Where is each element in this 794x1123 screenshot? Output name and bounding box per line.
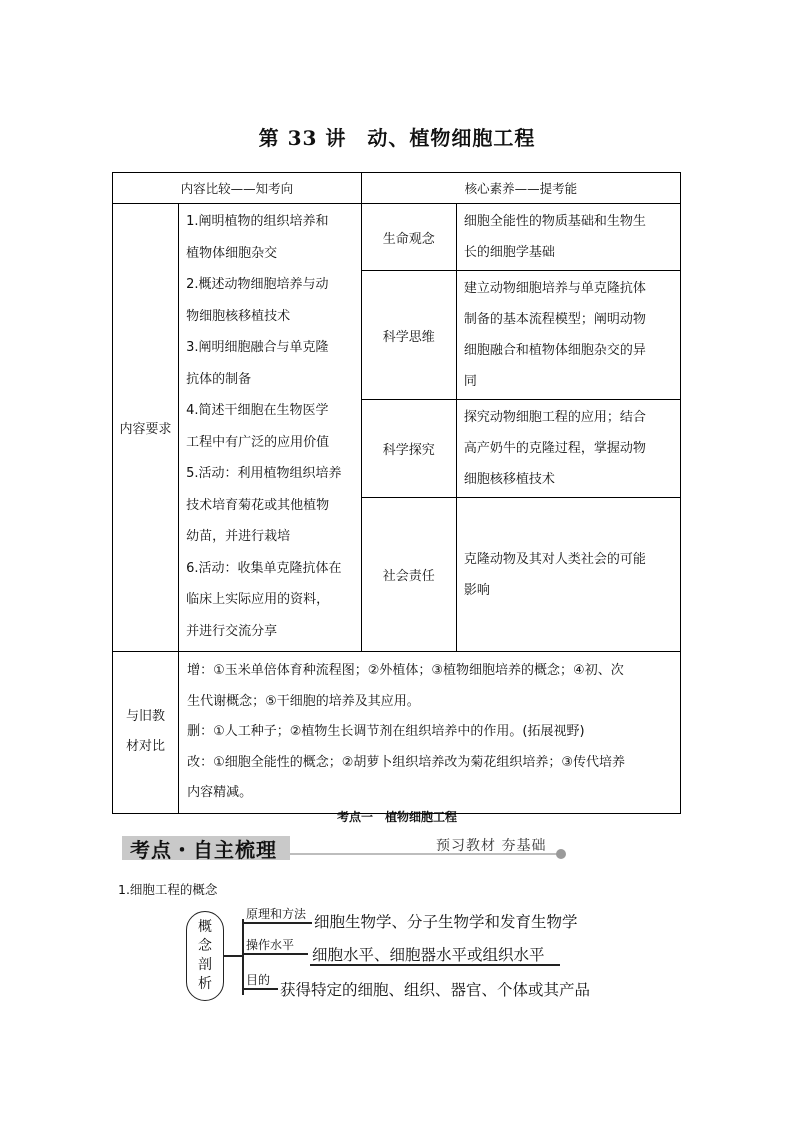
requirement-line: 5.活动：利用植物组织培养 — [186, 466, 342, 481]
branch-text: 细胞生物学、分子生物学和发育生物学 — [314, 913, 578, 931]
literacy-description — [456, 400, 680, 498]
banner-title: 考点・自主梳理 — [130, 838, 277, 862]
comparison-line: 改：①细胞全能性的概念；②胡萝卜组织培养改为菊花组织培养；③传代培养 — [187, 754, 626, 770]
requirement-line: 技术培育菊花或其他植物 — [186, 497, 330, 513]
branch-underline — [242, 953, 308, 955]
oval-char: 概 — [198, 919, 212, 935]
branch-label: 原理和方法 — [246, 907, 307, 921]
content-requirements-label: 内容要求 — [113, 204, 179, 652]
comparison-line: 生代谢概念；⑤干细胞的培养及其应用。 — [187, 693, 420, 709]
branch-text: 获得特定的细胞、组织、器官、个体或其产品 — [280, 981, 591, 999]
literacy-line: 细胞全能性的物质基础和生物生 — [463, 214, 646, 229]
kaodian-caption: 考点一 植物细胞工程 — [336, 810, 457, 824]
literacy-line: 制备的基本流程模型；阐明动物 — [463, 312, 646, 327]
branch-underline — [242, 988, 278, 990]
banner-dot-icon — [556, 849, 566, 859]
header-core-literacy: 核心素养——提考能 — [361, 173, 680, 204]
requirement-line: 幼苗，并进行栽培 — [186, 529, 291, 544]
comparison-label — [113, 652, 179, 814]
branch-label: 目的 — [246, 973, 271, 987]
bracket-line — [242, 919, 244, 995]
literacy-description — [456, 204, 680, 271]
branch-underline — [242, 922, 312, 924]
literacy-line: 细胞核移植技术 — [463, 472, 555, 487]
requirement-line: 植物体细胞杂交 — [186, 245, 278, 261]
requirement-line: 工程中有广泛的应用价值 — [186, 434, 330, 450]
comparison-label-line: 与旧教 — [126, 709, 166, 725]
literacy-name: 科学思维 — [361, 271, 456, 400]
literacy-line: 同 — [463, 374, 477, 389]
concept-oval — [186, 911, 224, 1001]
literacy-description — [456, 498, 680, 652]
oval-char: 析 — [198, 976, 212, 992]
requirement-line: 并进行交流分享 — [186, 623, 278, 639]
content-table — [112, 172, 681, 814]
literacy-line: 影响 — [463, 582, 490, 598]
requirement-line: 抗体的制备 — [186, 371, 252, 387]
branch-text-underline — [310, 964, 560, 966]
section-banner — [122, 834, 568, 862]
comparison-line: 增：①玉米单倍体育种流程图；②外植体；③植物细胞培养的概念；④初、次 — [187, 663, 624, 678]
literacy-line: 长的细胞学基础 — [463, 245, 555, 260]
literacy-line: 建立动物细胞培养与单克隆抗体 — [463, 281, 646, 296]
banner-subtitle: 预习教材 夯基础 — [436, 838, 547, 854]
page-title: 第 33 讲 动、植物细胞工程 — [258, 126, 536, 150]
literacy-line: 高产奶牛的克隆过程，掌握动物 — [463, 441, 646, 456]
literacy-description — [456, 271, 680, 400]
branch-label: 操作水平 — [246, 938, 295, 952]
comparison-content — [179, 652, 681, 814]
literacy-line: 探究动物细胞工程的应用；结合 — [463, 410, 646, 425]
comparison-line: 删：①人工种子；②植物生长调节剂在组织培养中的作用。(拓展视野) — [187, 724, 585, 739]
literacy-name: 社会责任 — [361, 498, 456, 652]
requirement-line: 3.阐明细胞融合与单克隆 — [186, 340, 329, 355]
requirement-line: 2.概述动物细胞培养与动 — [186, 277, 329, 292]
requirement-line: 1.阐明植物的组织培养和 — [186, 214, 329, 229]
header-content-comparison: 内容比较——知考向 — [113, 173, 362, 204]
requirement-line: 6.活动：收集单克隆抗体在 — [186, 560, 342, 576]
comparison-label-line: 材对比 — [126, 739, 166, 755]
branch-text: 细胞水平、细胞器水平或组织水平 — [312, 946, 545, 964]
oval-char: 剖 — [198, 957, 212, 973]
literacy-name: 科学探究 — [361, 400, 456, 498]
bracket-connector — [224, 955, 242, 957]
requirement-line: 物细胞核移植技术 — [186, 308, 291, 324]
section-heading: 1.细胞工程的概念 — [118, 882, 218, 897]
concept-diagram — [186, 905, 626, 1005]
oval-char: 念 — [198, 938, 212, 954]
requirement-line: 4.简述干细胞在生物医学 — [186, 403, 329, 418]
content-requirements-list — [179, 204, 362, 652]
literacy-name: 生命观念 — [361, 204, 456, 271]
comparison-line: 内容精减。 — [187, 785, 253, 800]
requirement-line: 临床上实际应用的资料， — [186, 592, 330, 607]
literacy-line: 细胞融合和植物体细胞杂交的异 — [463, 343, 646, 358]
literacy-line: 克隆动物及其对人类社会的可能 — [463, 551, 646, 567]
